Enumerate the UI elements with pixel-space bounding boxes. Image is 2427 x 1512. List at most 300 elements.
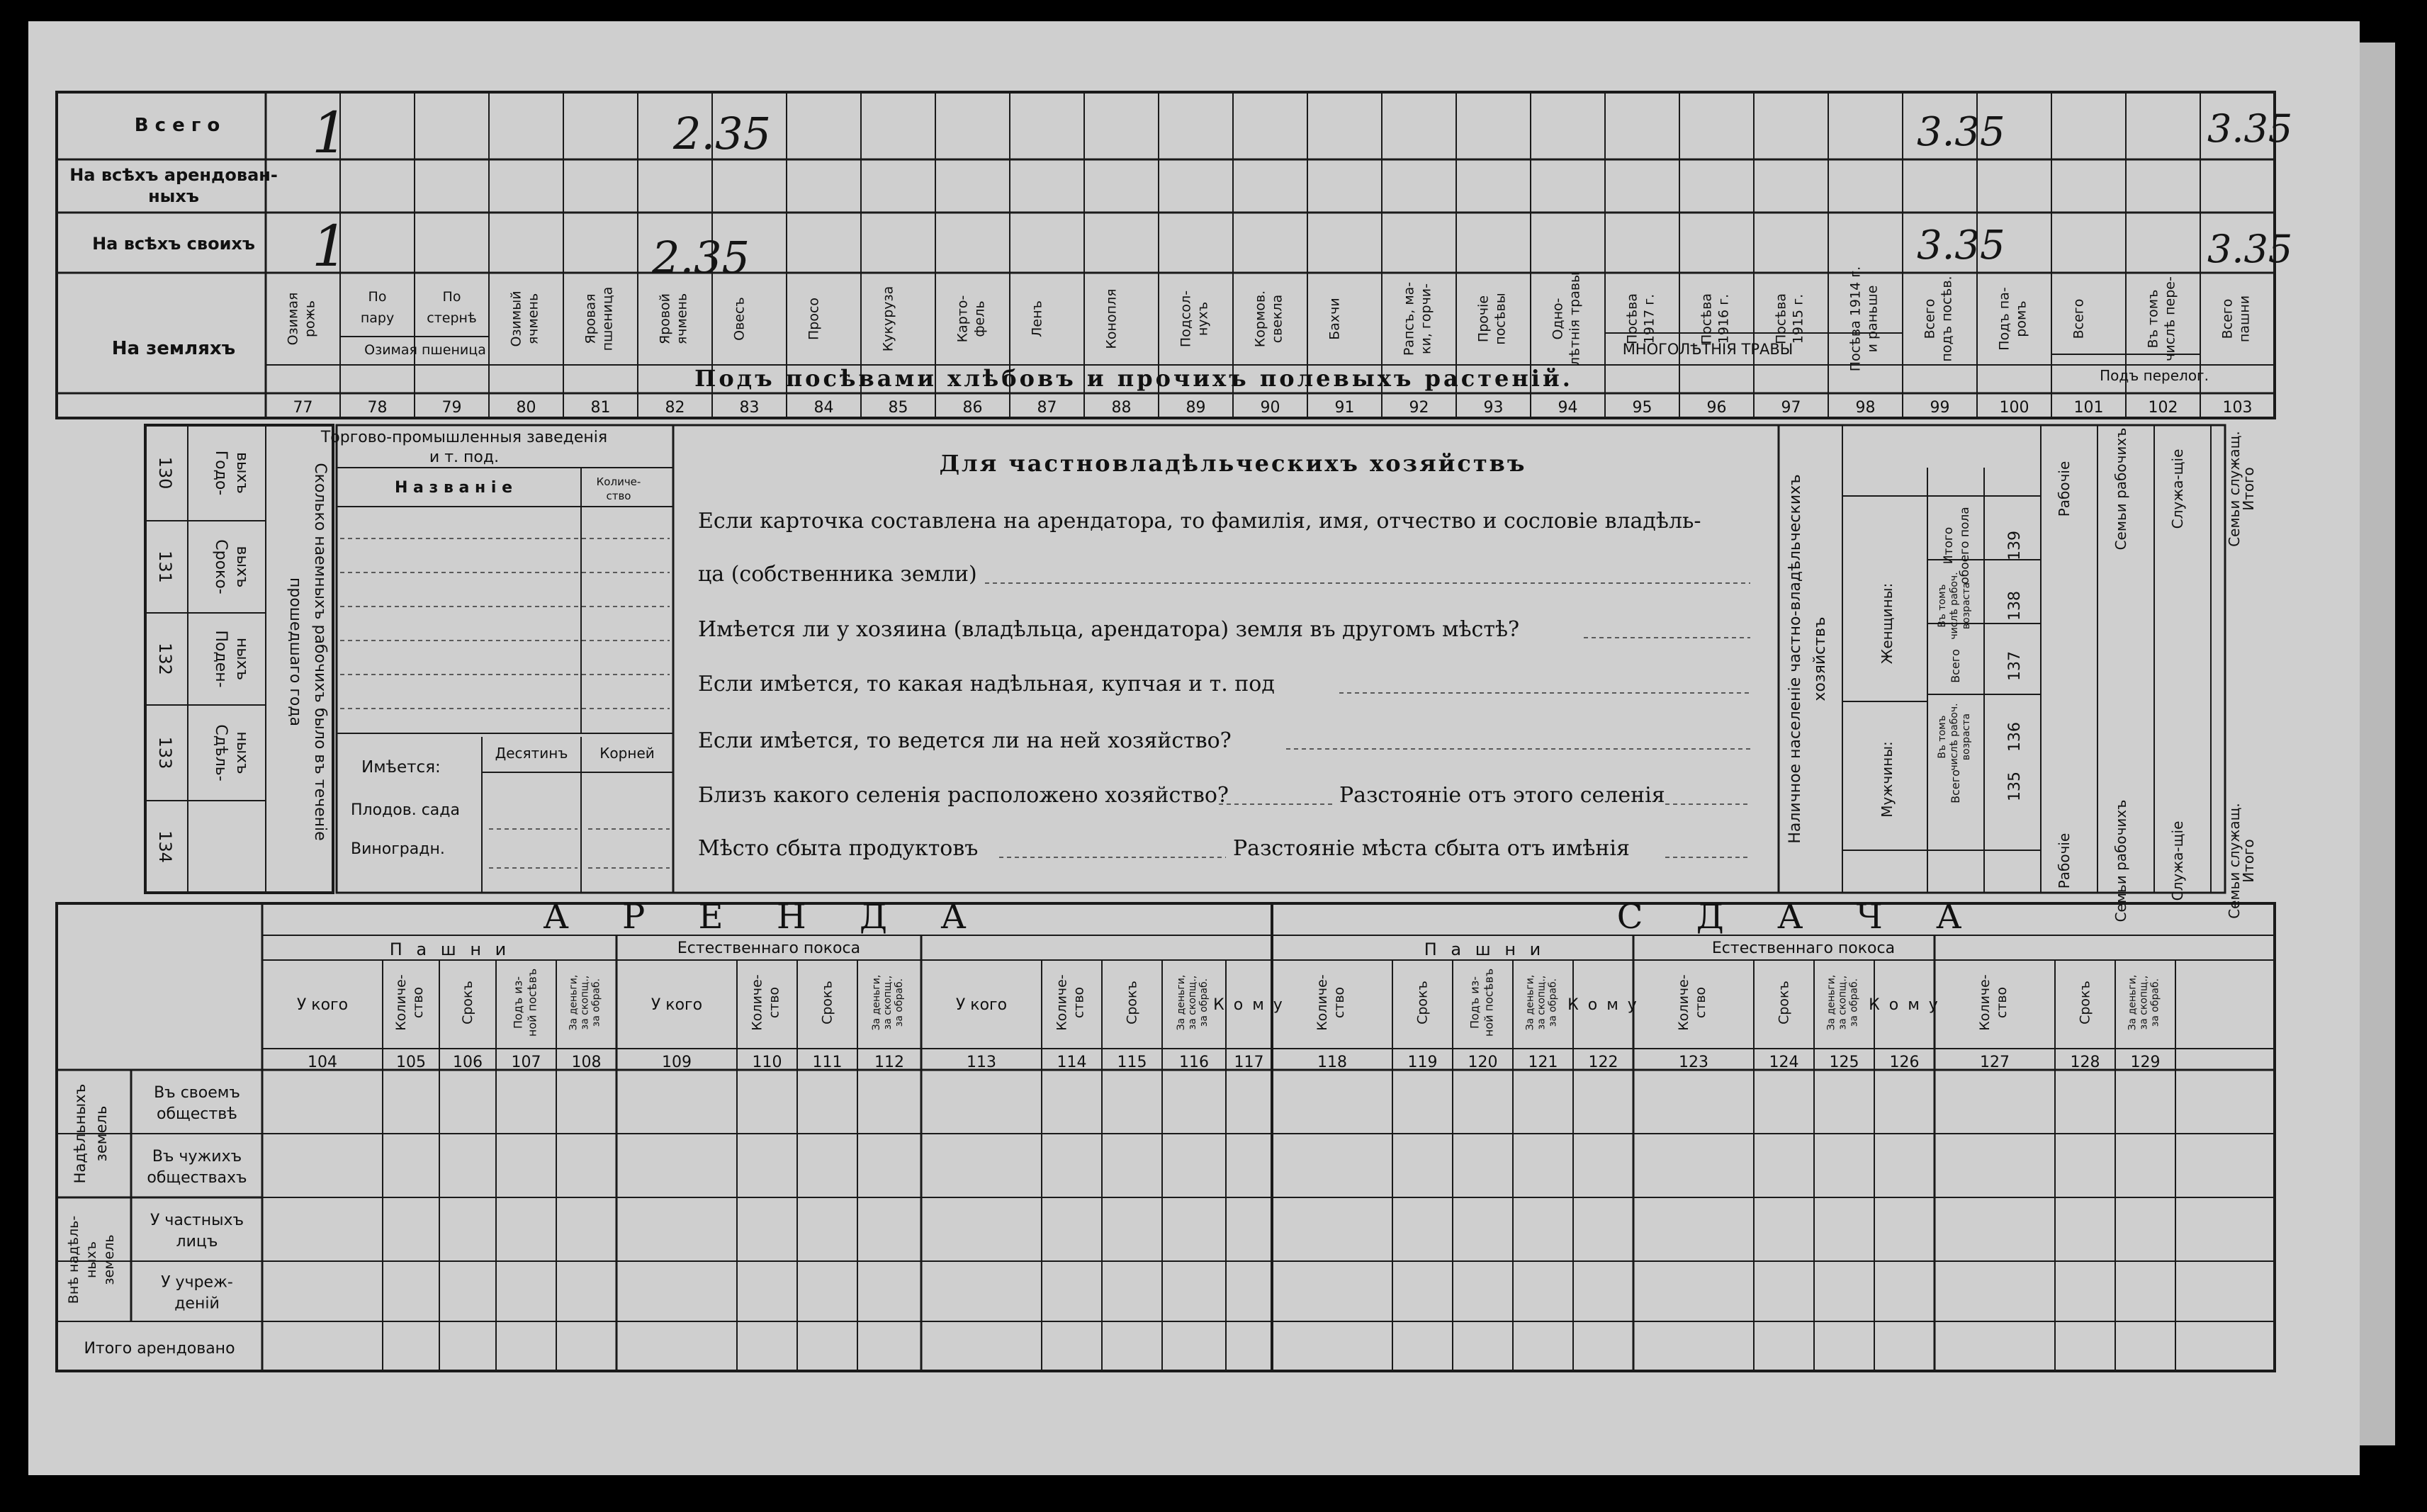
lease-column-number: 125	[1829, 1054, 1859, 1071]
population-column-header: Семьи рабочихъ	[2112, 799, 2129, 923]
crop-column-number: 101	[2073, 399, 2104, 417]
lease-header-term: Срокъ	[819, 981, 835, 1025]
lease-header-money: За деньги,	[2127, 974, 2139, 1031]
population-total-label: Всего	[1949, 769, 1962, 803]
crop-header-line1: Конопля	[1103, 288, 1120, 349]
crop-column-77	[286, 293, 318, 417]
lease-header-money: за обраб.	[894, 978, 905, 1027]
lease-header-qty: Количе-	[1977, 974, 1993, 1031]
population-column-number: 135	[2006, 772, 2024, 801]
lease-column-129	[2127, 975, 2161, 1071]
row-label-lands: На земляхъ	[111, 338, 236, 359]
row-label-leased-1: На всѣхъ арендован-	[69, 165, 278, 185]
lease-column-109	[651, 996, 702, 1071]
lease-header-money: За деньги,	[1524, 974, 1536, 1031]
crop-column-82	[658, 293, 690, 417]
hw-own-77: 1	[312, 213, 348, 279]
worker-row-label: ныхъ	[233, 731, 251, 774]
worker-row-number: 131	[155, 551, 175, 583]
crop-column-99	[1922, 276, 1955, 417]
lease-header-qty: Количе-	[1054, 974, 1070, 1031]
worker-row-label: выхъ	[233, 546, 251, 588]
row-label-leased-2: ныхъ	[148, 186, 199, 206]
lease-column-number: 113	[967, 1054, 996, 1071]
population-column-header: Итого	[2240, 839, 2257, 883]
lease-header-crop-share: Подъ из-	[511, 976, 525, 1029]
lease-column-number: 119	[1407, 1054, 1438, 1071]
lease-column-126	[1869, 996, 1940, 1071]
lease-header-from-whom: У кого	[651, 996, 703, 1014]
population-column-header: Итого	[2240, 467, 2257, 511]
lease-row-label: Въ чужихъ	[152, 1148, 242, 1166]
crop-column-89	[1178, 290, 1211, 417]
workers-vertical-title-1: Сколько наемныхъ рабочихъ было въ теченіе	[311, 463, 329, 841]
worker-row-number: 134	[155, 830, 175, 863]
crop-column-number: 99	[1930, 399, 1950, 417]
private-q1-line1: Если карточка составлена на арендатора, то фамилія, имя, отчество и сословіе владѣль-	[698, 509, 1701, 534]
crop-column-100	[1997, 287, 2029, 417]
population-column-header: Рабочіе	[2056, 833, 2073, 889]
crops-row-labels	[69, 115, 278, 359]
lease-column-number: 118	[1317, 1054, 1347, 1071]
crop-column-81	[583, 287, 616, 417]
lease-column-112	[871, 975, 905, 1071]
lease-row-label: У частныхъ	[150, 1212, 244, 1229]
lease-header-money: за скопщ.,	[2138, 975, 2150, 1030]
lease-column-104	[297, 996, 348, 1071]
lease-column-number: 104	[308, 1054, 337, 1071]
lease-row-label: У учреж-	[161, 1273, 233, 1292]
non-nadel-group-label: Внѣ надѣль-	[66, 1215, 81, 1304]
crop-header-line2: фель	[972, 300, 988, 337]
crop-header-line1: Прочіе	[1475, 295, 1492, 343]
working-age-label: Въ томъ	[1937, 715, 1948, 759]
crop-column-101	[2071, 299, 2104, 417]
crop-column-number: 94	[1558, 399, 1578, 417]
lease-header-to-whom: К о м у	[1567, 996, 1639, 1014]
population-column-header: Рабочіе	[2056, 461, 2073, 517]
crop-header-line1: Ленъ	[1029, 300, 1045, 337]
lease-column-number: 121	[1528, 1054, 1558, 1071]
lease-column-125	[1826, 975, 1860, 1071]
crop-header-line2: ячмень	[525, 293, 541, 345]
working-age-label: возраста	[1961, 582, 1972, 630]
lease-header-money: за обраб.	[590, 978, 602, 1027]
crop-header-line2: ячмень	[674, 293, 690, 345]
crop-column-number: 102	[2148, 399, 2178, 417]
lease-column-number: 116	[1179, 1054, 1209, 1071]
lease-column-111	[813, 981, 843, 1071]
lease-header-money: За деньги,	[1825, 974, 1837, 1031]
lease-header-qty: ство	[766, 986, 782, 1019]
enterprises-title-1: Торгово-промышленныя заведенія	[320, 429, 608, 446]
crop-header-line1: Яровая	[582, 293, 599, 344]
lease-column-123	[1676, 974, 1708, 1071]
crop-header-line1: Кукуруза	[880, 286, 896, 352]
lease-header-term: Срокъ	[1124, 981, 1140, 1025]
lease-header-qty: Количе-	[1676, 974, 1691, 1031]
crop-header-line2: 1917 г.	[1641, 293, 1657, 344]
lease-header-qty: ство	[1994, 986, 2010, 1019]
crop-column-number: 96	[1706, 399, 1727, 417]
lease-header-money: за скопщ.,	[882, 975, 894, 1030]
lease-column-number: 115	[1117, 1054, 1147, 1071]
lease-header-to-whom: К о м у	[1213, 996, 1285, 1014]
lease-header-money: за обраб.	[1848, 978, 1860, 1027]
crop-column-number: 88	[1111, 399, 1132, 417]
lease-header-crop-share: Подъ из-	[1468, 976, 1482, 1029]
nadel-group-label: земель	[93, 1105, 110, 1162]
lease-header-crop-share: ной посѣвъ	[525, 968, 539, 1037]
population-column-number: 137	[2006, 651, 2024, 681]
lease-header-to-whom: К о м у	[1869, 996, 1940, 1014]
crop-column-number: 81	[590, 399, 611, 417]
lease-header-money: за обраб.	[1547, 978, 1559, 1027]
lease-header-money: За деньги,	[871, 974, 882, 1031]
crop-header-line1: Овесъ	[731, 297, 748, 341]
lease-row-label: обществахъ	[147, 1169, 247, 1187]
private-q5-village: Близъ какого селенія расположено хозяйство?	[698, 783, 1229, 808]
crop-header-line2: числѣ пере-	[2162, 276, 2178, 361]
crop-header-line1: Посѣва	[1699, 293, 1715, 344]
crop-header-line2: лѣтнія травы	[1567, 271, 1583, 366]
private-q6-market: Мѣсто сбыта продуктовъ	[698, 836, 979, 861]
crop-column-84	[806, 298, 834, 417]
working-age-label: Въ томъ	[1937, 584, 1948, 628]
lease-header-qty: ство	[410, 986, 426, 1019]
working-age-label: возраста	[1961, 713, 1972, 761]
lease-header-money: за скопщ.,	[1536, 975, 1548, 1030]
lease-column-108	[568, 975, 602, 1071]
private-holdings-section	[698, 450, 1701, 861]
crop-header-line1: Посѣва	[1773, 293, 1789, 344]
enterprise-name-header: Н а з в а н і е	[394, 479, 513, 497]
sdacha-title: С Д А Ч А	[1616, 897, 1983, 937]
crop-column-number: 95	[1632, 399, 1652, 417]
orchard-label: Плодов. сада	[351, 801, 460, 819]
non-nadel-group-label: ныхъ	[84, 1241, 99, 1279]
lease-section	[390, 897, 1983, 959]
crop-column-number: 77	[293, 399, 313, 417]
crop-column-number: 91	[1334, 399, 1355, 417]
lease-column-number: 109	[662, 1054, 692, 1071]
hw-own-99: 3.35	[1917, 222, 2005, 269]
lease-column-114	[1054, 974, 1087, 1071]
hw-own-82: 2.35	[652, 232, 750, 283]
private-q6-distance: Разстояніе мѣста сбыта отъ имѣнія	[1233, 836, 1630, 861]
enterprises-section	[320, 429, 655, 858]
lease-header-qty: ство	[1071, 986, 1087, 1019]
crop-column-number: 82	[665, 399, 685, 417]
lease-column-number: 110	[752, 1054, 782, 1071]
lease-header-from-whom: У кого	[955, 996, 1008, 1014]
crop-header-line1: Всего	[2219, 298, 2236, 339]
working-age-label: числѣ рабоч.	[1949, 703, 1960, 771]
private-q5-distance: Разстояніе отъ этого селенія	[1339, 783, 1665, 808]
crop-header-line1: Карто-	[955, 295, 971, 343]
winter-wheat-label: Озимая пшеница	[364, 342, 486, 358]
lease-column-headers	[297, 969, 2161, 1071]
population-column-header: Служа-щіе	[2169, 820, 2186, 901]
crop-header-line2: посѣвы	[1492, 293, 1509, 345]
crop-column-91	[1327, 298, 1355, 417]
total-leased-label: Итого арендовано	[84, 1340, 235, 1358]
crop-header-line2: пшеница	[599, 286, 616, 351]
handwritten-entries	[312, 100, 2292, 283]
crop-column-80	[509, 290, 541, 417]
hw-total-77: 1	[312, 100, 348, 166]
row-label-total: В с е г о	[134, 115, 220, 136]
lease-header-money: за обраб.	[1198, 978, 1210, 1027]
hw-own-103: 3.35	[2207, 227, 2293, 271]
worker-row-label: Сроко-	[212, 539, 230, 594]
lease-header-from-whom: У кого	[296, 996, 349, 1014]
sdacha-meadow-header: Естественнаго покоса	[1711, 940, 1896, 957]
lease-column-124	[1769, 981, 1799, 1071]
fallow-group-label: Подъ перелог.	[2100, 367, 2209, 384]
arenda-meadow-header: Естественнаго покоса	[677, 940, 861, 957]
lease-column-number: 107	[511, 1054, 541, 1071]
private-title: Для частновладѣльческихъ хозяйствъ	[939, 450, 1527, 477]
hw-total-103: 3.35	[2207, 106, 2293, 151]
crop-header-line1: По	[442, 289, 461, 305]
crop-header-line1: Всего	[1922, 298, 1938, 339]
lease-column-number: 128	[2070, 1054, 2100, 1071]
population-total-label: Всего	[1949, 649, 1962, 683]
crop-header-line2: пашни	[2236, 295, 2253, 343]
crop-column-94	[1550, 272, 1583, 417]
crop-column-number: 97	[1781, 399, 1801, 417]
worker-row-label: Годо-	[212, 450, 230, 496]
lease-header-qty: Количе-	[749, 974, 765, 1031]
lease-column-number: 127	[1980, 1054, 2010, 1071]
lease-column-number: 126	[1889, 1054, 1920, 1071]
crop-header-line1: Рапсъ, ма-	[1401, 281, 1417, 356]
women-label: Женщины:	[1879, 582, 1896, 665]
crop-column-number: 83	[739, 399, 760, 417]
population-column-header: Семьи рабочихъ	[2112, 427, 2129, 551]
lease-column-number: 108	[571, 1054, 602, 1071]
crop-header-line1: Одно-	[1550, 298, 1566, 340]
lease-column-number: 124	[1769, 1054, 1799, 1071]
crop-header-line1: Подсол-	[1178, 290, 1194, 348]
crop-column-number: 98	[1855, 399, 1876, 417]
lease-column-number: 106	[453, 1054, 483, 1071]
crop-header-line1: Просо	[806, 297, 822, 341]
hw-total-82: 2.35	[673, 108, 772, 159]
lease-header-qty: Количе-	[393, 974, 409, 1031]
population-column-header: Семьи служащ.	[2226, 803, 2243, 919]
lease-header-term: Срокъ	[1414, 981, 1431, 1025]
enterprise-qty-header-1: Количе-	[596, 475, 641, 488]
non-nadel-group-label: земель	[101, 1234, 117, 1285]
grand-total-label: обоего пола	[1958, 507, 1972, 585]
crop-column-103	[2220, 295, 2253, 417]
population-column-header: Семьи служащ.	[2226, 431, 2243, 547]
lease-column-116	[1176, 975, 1210, 1071]
crop-header-line2: нухъ	[1195, 301, 1211, 337]
lease-column-number: 114	[1057, 1054, 1087, 1071]
private-q4: Если имѣется, то ведется ли на ней хозяйство?	[698, 728, 1232, 753]
frame-border	[57, 903, 2275, 1371]
lease-column-115	[1117, 981, 1147, 1071]
lease-column-number: 112	[874, 1054, 904, 1071]
lease-row-label: Въ своемъ	[154, 1084, 240, 1102]
lease-header-qty: ство	[1331, 986, 1347, 1019]
lease-row-label: лицъ	[176, 1233, 218, 1251]
crop-column-number: 90	[1260, 399, 1280, 417]
population-column-number: 136	[2006, 722, 2024, 752]
crop-header-line1: Яровой	[657, 293, 673, 345]
crop-column-number: 100	[1999, 399, 2029, 417]
crop-column-number: 78	[367, 399, 388, 417]
lease-column-120	[1468, 969, 1498, 1071]
lease-column-number: 129	[2130, 1054, 2161, 1071]
crop-column-number: 87	[1037, 399, 1057, 417]
lease-column-110	[750, 974, 782, 1071]
nadel-group-label: Надѣльныхъ	[72, 1083, 89, 1184]
vineyard-label: Виноградн.	[351, 840, 445, 858]
crop-header-line1: Озимый	[508, 290, 524, 347]
crop-header-line1: Посѣва 1914 г.	[1847, 266, 1864, 372]
lease-column-118	[1314, 974, 1347, 1071]
crop-header-line1: Озимая	[285, 292, 301, 346]
lease-column-119	[1408, 981, 1438, 1071]
lease-row-labels	[66, 1084, 247, 1358]
crop-header-line2: 1915 г.	[1790, 293, 1806, 344]
crop-column-number: 89	[1186, 399, 1206, 417]
private-q1-line2: ца (собственника земли)	[698, 562, 977, 587]
perennial-grasses-label: МНОГОЛѢТНІЯ ТРАВЫ	[1622, 341, 1793, 358]
crop-column-85	[881, 286, 908, 417]
crop-header-line1: Посѣва	[1624, 293, 1640, 344]
crops-banner: Подъ посѣвами хлѣбовъ и прочихъ полевыхъ растеній.	[694, 365, 1573, 392]
working-age-label: числѣ рабоч.	[1949, 572, 1960, 640]
lease-column-122	[1567, 996, 1639, 1071]
crop-header-line1: Кормов.	[1252, 290, 1268, 348]
crop-header-line2: свекла	[1269, 294, 1285, 344]
worker-row-label: Поден-	[212, 630, 230, 688]
lease-header-term: Срокъ	[2077, 981, 2093, 1025]
population-vertical-title-2: хозяйствъ	[1811, 616, 1829, 701]
arenda-plough-header: П а ш н и	[389, 940, 511, 959]
worker-row-number: 132	[155, 643, 175, 675]
worker-row-label: ныхъ	[233, 637, 251, 681]
crop-header-line1: Въ томъ	[2145, 289, 2161, 349]
crop-column-number: 93	[1483, 399, 1504, 417]
crop-column-number: 86	[962, 399, 983, 417]
crop-column-number: 79	[441, 399, 462, 417]
crop-header-line2: и раньше	[1864, 285, 1881, 353]
population-column-number: 139	[2006, 531, 2024, 560]
population-section	[1786, 428, 2257, 923]
population-column-header: Служа-щіе	[2169, 448, 2186, 529]
population-vertical-title-1: Наличное населеніе частно-владѣльческихъ	[1786, 474, 1804, 844]
row-label-own: На всѣхъ своихъ	[92, 234, 255, 254]
lease-column-107	[512, 969, 541, 1071]
crop-header-line2: ромъ	[2013, 300, 2029, 337]
lease-column-number: 120	[1468, 1054, 1498, 1071]
crop-column-number: 92	[1409, 399, 1429, 417]
lease-header-money: за скопщ.,	[1187, 975, 1198, 1030]
lease-header-money: За деньги,	[568, 974, 580, 1031]
lease-row-label: обществѣ	[157, 1105, 237, 1123]
lease-header-crop-share: ной посѣвъ	[1482, 968, 1496, 1037]
crop-column-number: 85	[888, 399, 908, 417]
population-column-number: 138	[2006, 591, 2024, 621]
crop-header-line1: Бахчи	[1327, 298, 1343, 340]
lease-row-label: деній	[174, 1294, 220, 1313]
lease-column-105	[393, 974, 426, 1071]
crop-column-87	[1030, 300, 1057, 417]
lease-column-127	[1977, 974, 2010, 1071]
lease-column-number: 105	[396, 1054, 426, 1071]
crop-column-92	[1402, 282, 1434, 417]
lease-header-qty: ство	[1693, 986, 1708, 1019]
sdacha-plough-header: П а ш н и	[1424, 940, 1545, 959]
crop-header-line1: По	[368, 289, 387, 305]
worker-row-number: 133	[155, 736, 175, 769]
lease-column-number: 122	[1588, 1054, 1618, 1071]
lease-column-117	[1213, 996, 1285, 1071]
crop-column-93	[1476, 293, 1509, 417]
lease-header-money: за обраб.	[2149, 978, 2161, 1027]
enterprises-title-2: и т. под.	[429, 448, 500, 466]
lease-header-qty: Количе-	[1314, 974, 1330, 1031]
crop-column-86	[955, 295, 988, 417]
lease-column-121	[1525, 975, 1559, 1071]
crop-column-number: 80	[516, 399, 536, 417]
crop-header-line2: подъ посѣв.	[1939, 276, 1955, 362]
lease-column-106	[453, 981, 483, 1071]
lease-header-money: за скопщ.,	[1837, 975, 1849, 1030]
crop-header-line2: рожь	[302, 300, 318, 337]
workers-vertical-title-2: прошедшаго года	[286, 577, 304, 727]
crop-header-line2: пару	[360, 310, 395, 326]
grand-total-label: Итого	[1942, 526, 1956, 565]
enterprise-qty-header-2: ство	[606, 490, 631, 502]
crop-column-83	[732, 297, 760, 417]
lease-header-money: за скопщ.,	[579, 975, 591, 1030]
lease-header-term: Срокъ	[460, 981, 475, 1025]
men-label: Мужчины:	[1879, 741, 1896, 818]
lease-header-money: За деньги,	[1176, 974, 1187, 1031]
crop-column-number: 103	[2222, 399, 2253, 417]
lease-header-term: Срокъ	[1776, 981, 1792, 1025]
worker-row-label: Сдѣль-	[212, 724, 230, 782]
dessiatins-header: Десятинъ	[495, 745, 568, 762]
hw-total-99: 3.35	[1917, 109, 2005, 155]
orchard-has-label: Имѣется:	[361, 758, 441, 777]
private-q3: Если имѣется, то какая надѣльная, купчая и т. под	[698, 672, 1275, 696]
worker-row-number: 130	[155, 456, 175, 490]
roots-header: Корней	[599, 745, 655, 762]
crop-header-line1: Подъ па-	[1996, 287, 2012, 351]
lease-column-number: 111	[812, 1054, 843, 1071]
crop-header-line2: ки, горчи-	[1418, 283, 1434, 355]
crop-header-line2: стернѣ	[427, 310, 477, 326]
arenda-title: А Р Е Н Д А	[543, 897, 988, 937]
crop-column-number: 84	[813, 399, 834, 417]
worker-row-label: выхъ	[233, 452, 251, 494]
crop-header-line2: 1916 г.	[1716, 293, 1732, 344]
frame-border	[673, 425, 1779, 893]
lease-column-128	[2071, 981, 2100, 1071]
lease-column-number: 123	[1679, 1054, 1708, 1071]
crop-column-90	[1253, 290, 1285, 417]
private-q2: Имѣется ли у хозяина (владѣльца, арендатора) земля въ другомъ мѣстѣ?	[698, 617, 1520, 642]
lease-column-number: 117	[1234, 1054, 1264, 1071]
